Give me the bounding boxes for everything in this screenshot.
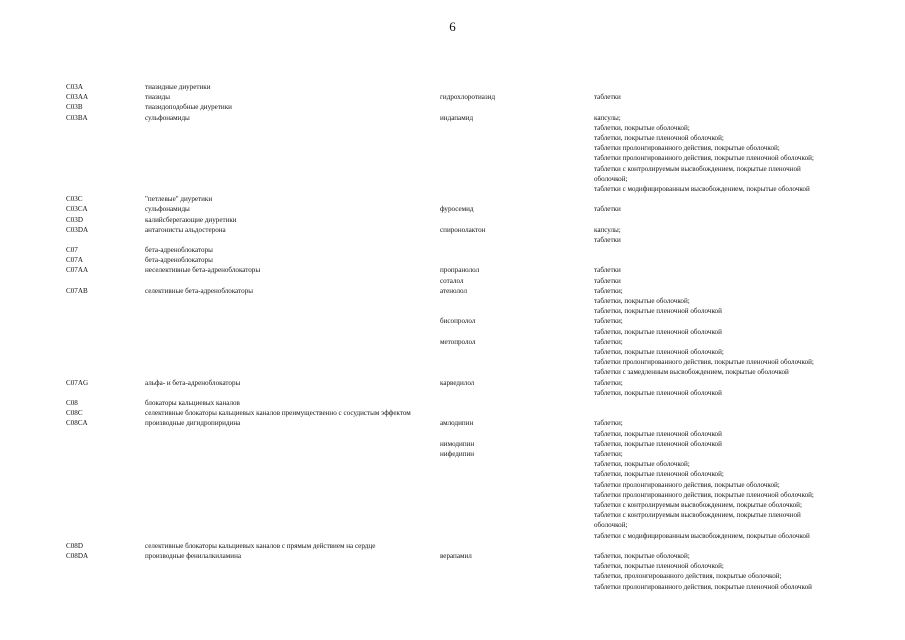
table-row xyxy=(66,204,876,214)
group-name: селективные блокаторы кальциевых каналов с прямым действием на сердце xyxy=(145,541,376,550)
drug-name: карведилол xyxy=(440,378,475,387)
dosage-form-line: таблетки, покрытые пленочной оболочкой xyxy=(594,429,722,438)
dosage-form-line: таблетки, покрытые оболочкой; xyxy=(594,297,690,306)
group-name: "петлевые" диуретики xyxy=(145,195,213,204)
dosage-form-line: таблетки пролонгированного действия, покрытые пленочной оболочкой xyxy=(594,582,812,591)
drug-name: верапамил xyxy=(440,551,472,560)
dosage-form-line: таблетки с контролируемым высвобождением, покрытые пленочной xyxy=(594,511,801,520)
dosage-form-line: таблетки пролонгированного действия, покрытые пленочной оболочкой; xyxy=(594,358,814,367)
group-name: селективные бета-адреноблокаторы xyxy=(145,286,254,295)
dosage-form-line: таблетки xyxy=(594,276,621,285)
dosage-form-line: капсулы; xyxy=(594,113,621,122)
atc-code: C03AA xyxy=(66,93,89,102)
dosage-form-line: таблетки; xyxy=(594,449,623,458)
dosage-form-line: таблетки пролонгированного действия, покрытые пленочной оболочкой; xyxy=(594,490,814,499)
dosage-form-line: таблетки с контролируемым высвобождением, покрытые оболочкой; xyxy=(594,501,802,509)
dosage-form-line: таблетки, покрытые оболочкой; xyxy=(594,551,690,560)
table-row xyxy=(66,255,876,265)
group-name: блокаторы кальциевых каналов xyxy=(145,399,240,408)
atc-code: C03C xyxy=(66,195,83,204)
group-name: бета-адреноблокаторы xyxy=(145,256,213,265)
table-row xyxy=(66,194,876,204)
dosage-forms xyxy=(594,316,884,336)
dosage-form-line: таблетки, покрытые пленочной оболочкой xyxy=(594,307,722,316)
table-row xyxy=(66,551,876,592)
group-name: альфа- и бета-адреноблокаторы xyxy=(145,378,241,387)
atc-code: C08C xyxy=(66,409,83,418)
atc-code: C03A xyxy=(66,83,83,91)
group-name: сульфонамиды xyxy=(145,113,190,122)
table-row xyxy=(66,113,876,195)
dosage-form-line: таблетки, покрытые пленочной оболочкой; xyxy=(594,470,724,479)
dosage-forms xyxy=(594,92,884,102)
dosage-form-line: таблетки пролонгированного действия, покрытые оболочкой; xyxy=(594,144,780,153)
dosage-form-line: таблетки, покрытые пленочной оболочкой xyxy=(594,388,722,397)
dosage-form-line: таблетки с контролируемым высвобождением, покрытые пленочной xyxy=(594,164,801,173)
atc-code: C07AB xyxy=(66,286,88,295)
table-row xyxy=(66,286,876,317)
dosage-forms xyxy=(594,265,884,275)
atc-code: C03CA xyxy=(66,205,88,214)
dosage-form-line: таблетки, покрытые пленочной оболочкой; xyxy=(594,133,724,142)
dosage-form-line: таблетки xyxy=(594,205,621,214)
atc-code: C08DA xyxy=(66,551,89,560)
group-name: калийсберегающие диуретики xyxy=(145,215,237,224)
table-row xyxy=(66,215,876,225)
drug-classification-table xyxy=(66,82,876,592)
drug-name: индапамид xyxy=(440,113,474,122)
drug-name: пропранолол xyxy=(440,266,480,275)
dosage-forms xyxy=(594,204,884,214)
drug-name: спиронолактон xyxy=(440,225,486,234)
atc-code: C03D xyxy=(66,215,83,224)
group-name: неселективные бета-адреноблокаторы xyxy=(145,266,261,275)
drug-name: атенолол xyxy=(440,286,467,295)
drug-name: гидрохлоротиазид xyxy=(440,93,496,102)
atc-code: C07 xyxy=(66,246,78,255)
table-row xyxy=(66,225,876,245)
table-row xyxy=(66,418,876,438)
dosage-forms xyxy=(594,337,884,378)
dosage-form-line: таблетки; xyxy=(594,378,623,387)
dosage-form-line: таблетки xyxy=(594,93,621,102)
group-name: производные дигидропиридина xyxy=(145,419,241,428)
group-name: селективные блокаторы кальциевых каналов преимущественно с сосудистым эффектом xyxy=(145,409,411,418)
drug-name: соталол xyxy=(440,276,464,285)
table-row xyxy=(66,265,876,275)
dosage-form-line: таблетки; xyxy=(594,317,623,326)
dosage-forms xyxy=(594,378,884,398)
group-name: тиазиды xyxy=(145,93,171,102)
table-row xyxy=(66,92,876,102)
atc-code: C07AG xyxy=(66,378,89,387)
dosage-form-line: оболочкой; xyxy=(594,521,628,530)
drug-name: фуросемид xyxy=(440,205,474,214)
dosage-form-line: таблетки пролонгированного действия, покрытые оболочкой; xyxy=(594,480,780,489)
table-row xyxy=(66,449,876,541)
atc-code: C08CA xyxy=(66,419,88,428)
table-row xyxy=(66,82,876,92)
group-name: сульфонамиды xyxy=(145,205,190,214)
dosage-form-line: капсулы; xyxy=(594,225,621,234)
atc-code: C07A xyxy=(66,256,83,265)
dosage-form-line: таблетки, покрытые пленочной оболочкой; xyxy=(594,562,724,571)
table-row xyxy=(66,337,876,378)
table-row xyxy=(66,102,876,112)
group-name: тиазидные диуретики xyxy=(145,83,211,91)
dosage-form-line: таблетки xyxy=(594,266,621,275)
dosage-form-line: таблетки, покрытые пленочной оболочкой xyxy=(594,327,722,336)
dosage-form-line: таблетки; xyxy=(594,337,623,346)
dosage-form-line: таблетки; xyxy=(594,286,623,295)
dosage-form-line: таблетки, пролонгированного действия, покрытые оболочкой; xyxy=(594,572,782,581)
dosage-form-line: таблетки с замедленным высвобождением, покрытые оболочкой xyxy=(594,368,789,377)
dosage-form-line: таблетки, покрытые оболочкой; xyxy=(594,460,690,469)
atc-code: C08D xyxy=(66,541,83,550)
atc-code: C07AA xyxy=(66,266,89,275)
dosage-forms xyxy=(594,113,884,195)
atc-code: C03B xyxy=(66,103,83,112)
table-row xyxy=(66,316,876,336)
dosage-form-line: оболочкой; xyxy=(594,174,628,183)
table-row xyxy=(66,276,876,286)
dosage-form-line: таблетки с модифицированным высвобождением, покрытые оболочкой xyxy=(594,531,810,540)
group-name: антагонисты альдостерона xyxy=(145,225,226,234)
atc-code: C03DA xyxy=(66,225,89,234)
drug-name: метопролол xyxy=(440,337,476,346)
dosage-forms xyxy=(594,449,884,541)
drug-name: нимодипин xyxy=(440,439,475,448)
dosage-forms xyxy=(594,439,884,449)
group-name: производные фенилалкиламина xyxy=(145,551,242,560)
table-row xyxy=(66,541,876,551)
table-row xyxy=(66,439,876,449)
page-number: 6 xyxy=(449,19,456,34)
atc-code: C03BA xyxy=(66,113,88,122)
dosage-forms xyxy=(594,551,884,592)
table-row xyxy=(66,408,876,418)
group-name: тиазидоподобные диуретики xyxy=(145,103,232,112)
dosage-forms xyxy=(594,286,884,317)
group-name: бета-адреноблокаторы xyxy=(145,246,213,255)
dosage-form-line: таблетки, покрытые пленочной оболочкой; xyxy=(594,348,724,357)
drug-name: нифедипин xyxy=(440,449,475,458)
dosage-form-line: таблетки с модифицированным высвобождением, покрытые оболочкой xyxy=(594,184,810,193)
dosage-forms xyxy=(594,225,884,245)
dosage-form-line: таблетки, покрытые пленочной оболочкой xyxy=(594,439,722,448)
dosage-forms xyxy=(594,276,884,286)
dosage-form-line: таблетки пролонгированного действия, покрытые пленочной оболочкой; xyxy=(594,154,814,163)
table-row xyxy=(66,245,876,255)
table-row xyxy=(66,378,876,398)
dosage-forms xyxy=(594,418,884,438)
drug-name: амлодипин xyxy=(440,419,474,428)
table-row xyxy=(66,398,876,408)
dosage-form-line: таблетки; xyxy=(594,419,623,428)
dosage-form-line: таблетки, покрытые оболочкой; xyxy=(594,123,690,132)
drug-name: бисопролол xyxy=(440,317,476,326)
dosage-form-line: таблетки xyxy=(594,235,621,244)
atc-code: C08 xyxy=(66,399,78,408)
